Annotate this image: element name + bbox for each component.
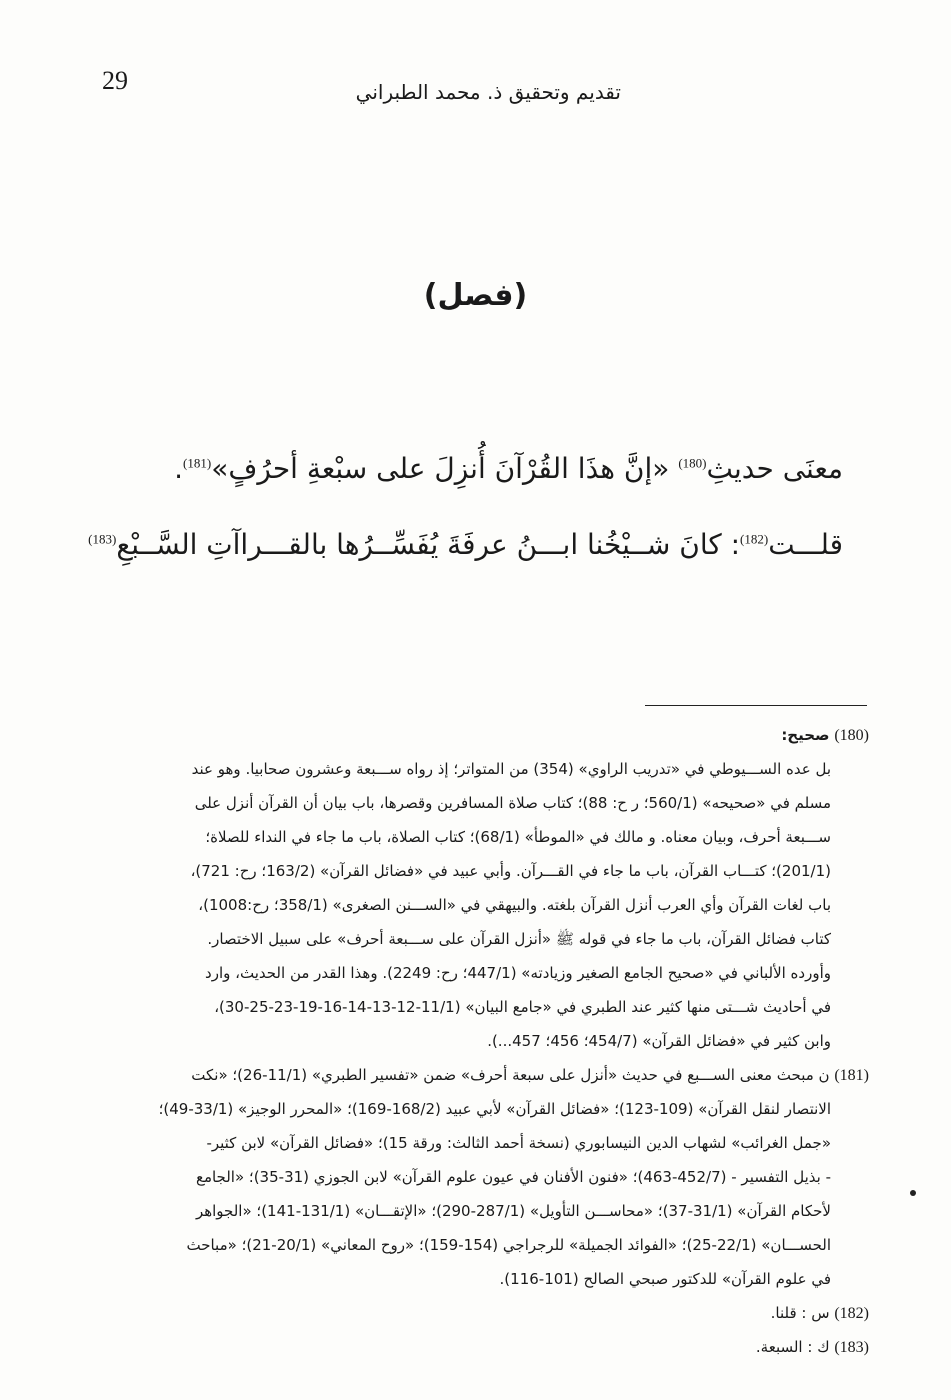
main-text: معنَى حديثِ — [706, 452, 843, 485]
footnote-number: (181) — [834, 1067, 869, 1084]
footnote-text: ن مبحث معنى الســـبع في حديث «أنزل على سبعة أحرف» ضمن «تفسير الطبري» (11/1-26)؛ «نكت — [191, 1066, 830, 1084]
footnote-line: (201/1)؛ كتـــاب القرآن، باب ما جاء في القـــرآن. وأبي عبيد في «فضائل القرآن» (163/2؛ رح: 721)، — [190, 862, 831, 880]
footnote-number: (182) — [834, 1305, 869, 1322]
footnote-line: في أحاديث شـــتى منها كثير عند الطبري في «جامع البيان» (11/1-12-13-14-16-19-23-25-30)، — [214, 998, 831, 1016]
footnote-line — [99, 718, 869, 752]
footnote-line: لأحكام القرآن» (31/1-37)؛ «محاســـن التأويل» (287/1-290)؛ «الإتقـــان» (131/1-141)؛ «الجواهر — [195, 1202, 831, 1220]
footnote-line: الحســـان» (22/1-25)؛ «الفوائد الجميلة» للرجراجي (154-159)؛ «روح المعاني» (20/1-21)؛ «مباحث — [186, 1236, 831, 1254]
footnote-line: وابن كثير في «فضائل القرآن» (454/7؛ 456؛ 457...). — [487, 1032, 831, 1050]
footnote-line: وأورده الألباني في «صحيح الجامع الصغير وزيادته» (447/1؛ رح: 2249). وهذا القدر من الحديث، وارد — [205, 964, 831, 982]
footnote-separator — [645, 705, 867, 706]
footnote-ref-182[interactable]: (182) — [740, 531, 769, 547]
footnote-181 — [99, 1058, 869, 1296]
footnote-number: (183) — [834, 1339, 869, 1356]
main-text: قلـــت — [768, 528, 843, 561]
main-text: «إنَّ هذَا القُرْآنَ أُنزِلَ على سبْعةِ أحرُفٍ» — [211, 452, 679, 485]
footnote-ref-183[interactable]: (183) — [88, 531, 117, 547]
footnote-text: ك : السبعة. — [755, 1338, 830, 1356]
footnote-line: «جمل الغرائب» لشهاب الدين النيسابوري (نسخة أحمد الثالث: ورقة 15)؛ «فضائل القرآن» لابن كثير- — [206, 1134, 831, 1152]
footnote-ref-180[interactable]: (180) — [678, 455, 707, 471]
footnote-183 — [99, 1330, 869, 1364]
footnote-line — [99, 1058, 869, 1092]
footnote-number: (180) — [834, 727, 869, 744]
running-header-title: تقديم وتحقيق ذ. محمد الطبراني — [355, 80, 621, 104]
margin-dot — [910, 1190, 916, 1196]
footnotes — [99, 718, 869, 1364]
main-text-line-2 — [83, 528, 843, 561]
footnote-ref-181[interactable]: (181) — [183, 455, 212, 471]
footnote-line: في علوم القرآن» للدكتور صبحي الصالح (101-116). — [499, 1270, 831, 1288]
footnote-line: - بذيل التفسير - (452/7-463)؛ «فنون الأفنان في عيون علوم القرآن» لابن الجوزي (31-35)؛ «الجامع — [195, 1168, 831, 1186]
footnote-heading: صحيح: — [781, 726, 830, 744]
section-title: (فصل) — [423, 278, 528, 313]
main-text: . — [174, 452, 184, 485]
main-text-line-1 — [83, 452, 843, 485]
footnote-line: باب لغات القرآن وأي العرب أنزل القرآن بلغته. والبيهقي في «الســـنن الصغرى» (358/1؛ رح:1008)، — [198, 896, 831, 914]
footnote-line — [99, 1330, 869, 1364]
footnote-line: بل عده الســـيوطي في «تدريب الراوي» (354) من المتواتر؛ إذ رواه ســـبعة وعشرون صحابيا. وهو عند — [191, 760, 831, 778]
footnote-line: ســـبعة أحرف، وبيان معناه. و مالك في «الموطأ» (68/1)؛ كتاب الصلاة، باب ما جاء في النداء للصلاة؛ — [205, 828, 831, 846]
footnote-180 — [99, 718, 869, 1058]
footnote-text: س : قلنا. — [770, 1304, 830, 1322]
footnote-line: كتاب فضائل القرآن، باب ما جاء في قوله ﷺ «أنزل القرآن على ســـبعة أحرف» على سبيل الاختصار. — [207, 930, 831, 948]
page-number: 29 — [102, 66, 128, 95]
main-text: : كانَ شــيْخُنا ابـــنُ عرفَةَ يُفَسِّــرُها بالقـــراآتِ السَّــبْعِ — [116, 528, 741, 561]
footnote-line: الانتصار لنقل القرآن» (109-123)؛ «فضائل القرآن» لأبي عبيد (168/2-169)؛ «المحرر الوجيز» (33/1-49)؛ — [158, 1100, 831, 1118]
footnote-182 — [99, 1296, 869, 1330]
footnote-line — [99, 1296, 869, 1330]
footnote-line: مسلم في «صحيحه» (560/1؛ ر ح: 88)؛ كتاب صلاة المسافرين وقصرها، باب بيان أن القرآن أنزل على — [194, 794, 831, 812]
